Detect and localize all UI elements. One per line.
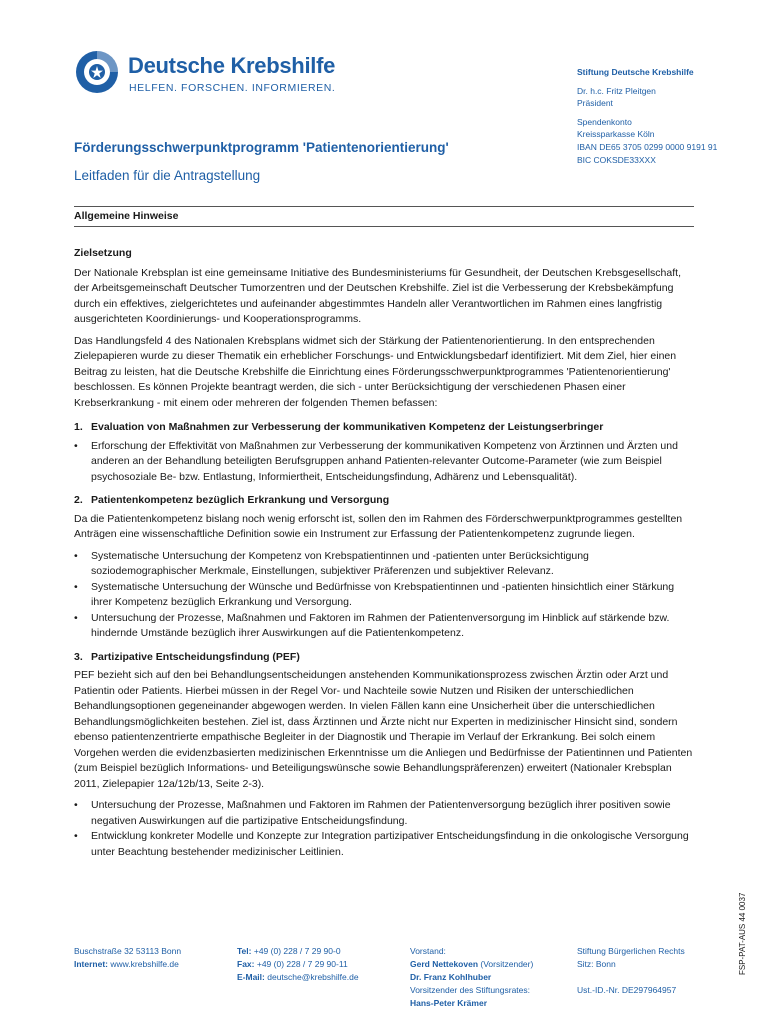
section-heading: Allgemeine Hinweise <box>74 206 694 227</box>
document-subtitle: Leitfaden für die Antragstellung <box>74 168 261 183</box>
footer-address <box>74 945 181 971</box>
topic-heading: 1. Evaluation von Maßnahmen zur Verbesserung der kommunikativen Kompetenz der Leistungserbringer <box>74 421 604 433</box>
topic-heading: 2. Patientenkompetenz bezüglich Erkrankung und Versorgung <box>74 494 390 506</box>
email-link[interactable]: deutsche@krebshilfe.de <box>267 972 359 982</box>
form-code: FSP-PAT-AUS 44 0037 <box>738 892 747 975</box>
logo <box>74 49 354 99</box>
document-body <box>74 246 696 866</box>
topic-bullet-list <box>74 439 696 486</box>
topic-bullet-list <box>74 549 696 642</box>
iban: IBAN DE65 3705 0299 0000 9191 91 <box>577 141 718 152</box>
list-item: • Systematische Untersuchung der Kompetenz von Krebspatientinnen und -patienten unter Berücksichtigung soziodemographischer Merkmale, Einstellungen, subjektiver Präferenzen und subjektiver Relevanz. <box>74 549 589 577</box>
list-item: • Untersuchung der Prozesse, Maßnahmen und Faktoren im Rahmen der Patientenversorgung im Hinblick auf stärkende bzw. hindernde Umstände bezüglich ihrer Auswirkungen auf die Patientenkompetenz. <box>74 611 670 639</box>
document-title: Förderungsschwerpunktprogramm 'Patientenorientierung' <box>74 140 449 155</box>
list-item: • Systematische Untersuchung der Wünsche und Bedürfnisse von Krebspatientinnen und -patienten hinsichtlich einer Stärkung ihrer Kompetenz bezüglich Erkrankung und Versorgung. <box>74 580 675 608</box>
bank-name: Kreissparkasse Köln <box>577 129 655 140</box>
website-link[interactable]: www.krebshilfe.de <box>110 959 179 969</box>
logo-tagline: HELFEN. FORSCHEN. INFORMIEREN. <box>129 82 336 94</box>
list-item: • Untersuchung der Prozesse, Maßnahmen und Faktoren im Rahmen der Patientenversorgung bezüglich ihrer positiven sowie negativen Auswirkungen auf die partizipative Entscheidungsfindung. <box>74 799 671 827</box>
address: Buschstraße 32 53113 Bonn <box>74 946 182 956</box>
council-chair: Hans-Peter Krämer <box>410 998 488 1008</box>
topic-bullet-list <box>74 798 696 860</box>
president-title: Präsident <box>577 98 613 109</box>
foundation-name: Stiftung Deutsche Krebshilfe <box>577 67 694 77</box>
bic: BIC COKSDE33XXX <box>577 154 656 165</box>
board-member: Dr. Franz Kohlhuber <box>410 972 492 982</box>
zielsetzung-paragraph-1: Der Nationale Krebsplan ist eine gemeinsame Initiative des Bundesministeriums für Gesundheit, der Deutschen Krebsgesellschaft, der Arbeitsgemeinschaft Deutscher Tumorzentren und der Deutschen Krebshilfe. Ziel ist die Verbesserung der Krebsbekämpfung durch ein effektives, zielgerichtetes und aufeinander abgestimmtes Handeln aller Verantwortlichen im Rahmen eines langfristig ausgerichteten Koordinierungs- und Kooperationsprogramms. <box>74 266 681 325</box>
topic-intro: PEF bezieht sich auf den bei Behandlungsentscheidungen anstehenden Kommunikationsprozess zwischen Ärztin oder Arzt und Patientin oder Patients. Hierbei müssen in der Regel Vor- und Nachteile sowie Nutzen und Risiken der unterschiedlichen Behandlungsoptionen gegeneinander abgewogen werden. In vielen Fällen kann eine Unsicherheit über die unterschiedlichen Behandlungsmöglichkeiten bestehen. Ziel ist, dass Ärztinnen und Ärzte nicht nur Experten in medizinischer Hinsicht sind, sondern ebenso patientenzentrierte empathische Begleiter in der Diagnostik und Therapie im Verlauf der Erkrankung. Bei solch einem Vorgehen werden die evidenzbasierten medizinischen Erkenntnisse um die Anliegen und Bedürfnisse der Patientinnen und Patienten (zum Beispiel bezüglich Informations- und Beteiligungswünsche sowie Behandlungspräferenzen) erweitert (Nationaler Krebsplan 2011, Zielepapier 12a/12b/13, Seite 2-3). <box>74 669 693 790</box>
website-line: Internet: www.krebshilfe.de <box>74 959 179 969</box>
council-label: Vorsitzender des Stiftungsrates: <box>410 985 531 995</box>
letterhead-info <box>577 66 757 166</box>
seat: Sitz: Bonn <box>577 959 616 969</box>
board-chair-line: Gerd Nettekoven (Vorsitzender) <box>410 959 534 969</box>
zielsetzung-heading: Zielsetzung <box>74 247 132 259</box>
zielsetzung-paragraph-2: Das Handlungsfeld 4 des Nationalen Krebsplans widmet sich der Stärkung der Patientenorientierung. In den entsprechenden Zielepapieren wurde zu dieser Thematik ein erheblicher Forschungs- und Entwicklungsbedarf identifiziert. Mit dem Ziel, hier einen Beitrag zu leisten, hat die Deutsche Krebshilfe die Einrichtung eines Förderungsschwerpunktprogrammes 'Patientenorientierung' beschlossen. Es können Projekte beantragt werden, die sich - unter Berücksichtigung der verschiedenen Phasen einer Krebserkrankung - mit einem oder mehreren der folgenden Themen befassen: <box>74 334 677 409</box>
email-line: E-Mail: deutsche@krebshilfe.de <box>237 972 359 982</box>
footer-contact <box>237 945 359 984</box>
legal-form: Stiftung Bürgerlichen Rechts <box>577 946 685 956</box>
list-item: • Entwicklung konkreter Modelle und Konzepte zur Integration partizipativer Entscheidungsfindung in die onkologische Versorgung unter Beachtung bestehender medizinischer Leitlinien. <box>74 830 689 858</box>
topic-heading: 3. Partizipative Entscheidungsfindung (PEF) <box>74 650 300 663</box>
footer-board <box>410 945 533 1010</box>
vat-id: Ust.-ID.-Nr. DE297964957 <box>577 985 677 995</box>
topic-intro: Da die Patientenkompetenz bislang noch wenig erforscht ist, sollen den im Rahmen des Förderschwerpunktprogrammes gestellten Anträgen eine wissenschaftliche Definition sowie ein Instrument zur Erfassung der Patientenkompetenz zugrunde liegen. <box>74 512 683 540</box>
president-name: Dr. h.c. Fritz Pleitgen <box>577 85 656 96</box>
fax-line: Fax: +49 (0) 228 / 7 29 90-11 <box>237 959 348 969</box>
krebshilfe-logo-icon <box>74 49 120 95</box>
board-label: Vorstand: <box>410 946 446 956</box>
footer-legal <box>577 945 685 997</box>
account-label: Spendenkonto <box>577 116 632 127</box>
phone-line: Tel: +49 (0) 228 / 7 29 90-0 <box>237 946 341 956</box>
logo-name: Deutsche Krebshilfe <box>128 53 336 78</box>
list-item: • Erforschung der Effektivität von Maßnahmen zur Verbesserung der kommunikativen Kompetenz von Ärztinnen und Ärzten und anderen an der Behandlung beteiligten Berufsgruppen anhand Patienten-relevanter Outcome-Parameter (wie zum Beispiel psychosoziale Be- bzw. Entlastung, Informiertheit, Entscheidungsfindung, Adhärenz und Lebensqualität). <box>74 439 678 483</box>
